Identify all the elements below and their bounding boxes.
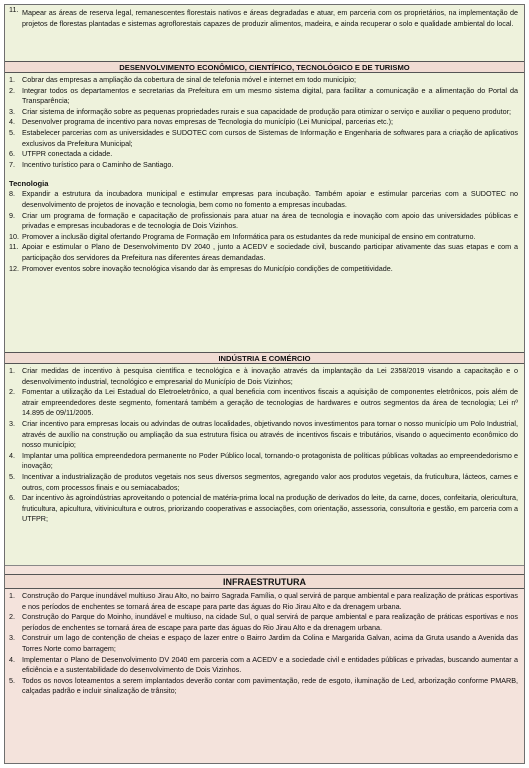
- list-item: [5, 149, 524, 160]
- list-item: [5, 232, 524, 243]
- item-text: Implementar o Plano de Desenvolvimento DV 2040 em parceria com a ACEDV e a sociedade civil e entidades públicas e privadas, buscando aumentar a eficiência e a sustentabilidade do desenvolvimento de Dois Vizinhos.: [22, 654, 518, 675]
- item-list: [5, 589, 524, 697]
- item-number: 2.: [9, 387, 15, 397]
- list-item: [5, 633, 524, 654]
- list-item: [5, 591, 524, 612]
- list-item: [5, 366, 524, 387]
- item-list: [5, 73, 524, 274]
- item-number: 1.: [9, 366, 15, 375]
- list-item: [5, 211, 524, 232]
- item-text: Todos os novos loteamentos a serem implantados deverão contar com pavimentação, rede de esgoto, iluminação de Led, arborização conforme PMARB, calçadas padrão e incluir sinalização de trânsito;: [22, 675, 518, 696]
- item-number: 3.: [9, 633, 15, 643]
- item-text: Criar um programa de formação e capacitação de profissionais para atuar na área de tecnologia e inovação com apoio das universidades públicas e privadas e empresas incubadoras e de tecnologia de Dois Vizinhos.: [22, 210, 518, 231]
- list-item: [5, 472, 524, 493]
- item-text: Construção do Parque do Moinho, inundável e multiuso, na cidade Sul, o qual servirá de parque ambiental e para realização de práticas esportivas e nos períodos de enchentes se tornará área de escape para parte das águas do Rio Jirau Alto e da drenagem urbana.: [22, 612, 518, 632]
- section-title-infraestrutura: INFRAESTRUTURA: [5, 574, 524, 589]
- list-item: [5, 5, 524, 29]
- list-item: [5, 264, 524, 275]
- item-number: 4.: [9, 654, 15, 664]
- item-text: Estabelecer parcerias com as universidades e SUDOTEC com cursos de Sistemas de Informação e Engenharia de softwares para a criação de aplicativos exclusivos da Prefeitura Municipal;: [22, 127, 518, 148]
- item-text: Dar incentivo às agroindústrias aproveitando o potencial de matéria-prima local na produção de derivados do leite, da carne, doces, confeitaria, olericultura, fruticultura, apicultura, vitivinicultura e outros, priorizando cooperativas e associações, com orientação, assessoria, consultoria e gestão, em parceria com a UTFPR;: [22, 493, 518, 524]
- section-body-industria: [5, 364, 524, 565]
- item-number: 11.: [9, 242, 19, 252]
- list-item: [5, 117, 524, 128]
- item-number: 1.: [9, 591, 15, 600]
- item-text: Incentivo turístico para o Caminho de Santiago.: [22, 159, 174, 169]
- item-text: Fomentar a utilização da Lei Estadual do Eletroeletrônico, a qual beneficia com incentivos fiscais a aquisição de componentes eletrônicos, pois além de atrair empreendedores deste segmento, fomentará também a geração de tecnologias de hardwares e outros segmentos da área de tecnologia; Lei nº 14.895 de 09/11/2005.: [22, 387, 518, 418]
- item-number: 5.: [9, 675, 15, 685]
- list-item: [5, 189, 524, 210]
- item-number: 2.: [9, 85, 15, 95]
- item-number: 2.: [9, 612, 15, 622]
- item-number: 6.: [9, 149, 15, 159]
- list-item: [5, 107, 524, 118]
- item-number: 5.: [9, 471, 15, 481]
- list-item: [5, 612, 524, 633]
- section-body-infraestrutura: [5, 589, 524, 764]
- list-item: [5, 387, 524, 419]
- item-text: Cobrar das empresas a ampliação da cobertura de sinal de telefonia móvel e internet em todo município;: [22, 75, 357, 84]
- item-text: Integrar todos os departamentos e secretarias da Prefeitura em um mesmo sistema digital, para facilitar a comunicação e a alimentação do Portal da Transparência;: [22, 85, 518, 106]
- list-item: [5, 419, 524, 451]
- list-item: [5, 655, 524, 676]
- top-item-block: [5, 5, 524, 61]
- item-text: Promover eventos sobre inovação tecnológica visando dar às empresas do Município condições de competitividade.: [22, 263, 393, 273]
- item-number: 12.: [9, 263, 19, 273]
- item-text: Implantar uma política empreendedora permanente no Poder Público local, tornando-o protagonista de políticas públicas voltadas ao empreendedorismo e inovação;: [22, 450, 518, 471]
- list-item: [5, 86, 524, 107]
- list-item: [5, 451, 524, 472]
- item-text: UTFPR conectada a cidade.: [22, 149, 113, 159]
- item-text: Expandir a estrutura da incubadora municipal e estimular empresas para incubação. Também apoiar e estimular parcerias com a SUDOTEC no desenvolvimento de projetos de inovação e tecnologia, bem como no fomento a empresas incubadas.: [22, 189, 518, 209]
- item-list: [5, 364, 524, 525]
- item-text: Construir um lago de contenção de cheias e espaço de lazer entre o Bairro Jardim da Colina e Margarida Galvan, acima da Gruta usando a Avenida das Torres Norte como barragem;: [22, 633, 518, 653]
- item-text: Criar sistema de informação sobre as pequenas propriedades rurais e sua capacidade de produção para otimizar o serviço e auxiliar o pequeno produtor;: [22, 106, 512, 116]
- item-number: 11.: [9, 5, 19, 14]
- list-item: [5, 676, 524, 697]
- item-number: 3.: [9, 418, 15, 428]
- item-text: Criar medidas de incentivo à pesquisa científica e tecnológica e à inovação através da implantação da Lei 2358/2019 visando a capacitação e o desenvolvimento industrial, tecnológico e empresarial do Município de Dois Vizinhos;: [22, 366, 518, 386]
- item-text: Construção do Parque inundável multiuso Jirau Alto, no bairro Sagrada Família, o qual servirá de parque ambiental e para realização de práticas esportivas e nos períodos de enchentes se tornará área de escape para parte das águas do Rio Jirau Alto e da drenagem urbana.: [22, 591, 518, 611]
- item-number: 6.: [9, 493, 15, 503]
- item-number: 8.: [9, 189, 15, 199]
- section-title-industria: INDÚSTRIA E COMÉRCIO: [5, 352, 524, 364]
- list-item: [5, 160, 524, 171]
- item-text: Promover a inclusão digital ofertando Programa de Formação em Informática para os estudantes da rede municipal de ensino em contraturno.: [22, 231, 476, 241]
- item-number: 5.: [9, 127, 15, 137]
- list-item: [5, 242, 524, 263]
- item-text: Criar incentivo para empresas locais ou advindas de outras localidades, objetivando novos investimentos para tornar o nosso município um Polo Industrial, através de auxílio na construção ou ampliação da sua estrutura física ou através de incentivos fiscais e tributários, visando o aquecimento econômico do nosso município;: [22, 418, 518, 450]
- item-text: Desenvolver programa de incentivo para novas empresas de Tecnologia do município (Lei Municipal, parcerias etc.);: [22, 117, 394, 127]
- item-number: 1.: [9, 75, 15, 84]
- item-number: 9.: [9, 210, 15, 220]
- list-item: [5, 75, 524, 86]
- item-number: 4.: [9, 450, 15, 460]
- item-number: 7.: [9, 159, 15, 169]
- section-spacer: [5, 565, 524, 574]
- section-body-desenvolvimento: [5, 73, 524, 352]
- item-text: Incentivar a industrialização de produtos vegetais nos seus diversos segmentos, agregando valor aos produtos vegetais, da fruticultura, lácteos, carnes e outros, com processos finais e ou semiacabados;: [22, 471, 518, 492]
- list-item: [5, 128, 524, 149]
- item-number: 3.: [9, 106, 15, 116]
- item-text: Mapear as áreas de reserva legal, remanescentes florestais nativos e áreas degradadas e atuar, em parceria com os proprietários, na implementação de projetos de florestas plantadas e sistemas agroflorestais capazes de produzir alimentos, madeira, e ainda recuperar o solo e qualidade ambiental do local.: [22, 8, 518, 28]
- item-number: 10.: [9, 231, 19, 241]
- item-text: Apoiar e estimular o Plano de Desenvolvimento DV 2040 , junto a ACEDV e sociedade civil, buscando participar ativamente das suas etapas e com a participação dos servidores da Prefeitura nas diferentes áreas demandadas.: [22, 242, 518, 262]
- item-number: 4.: [9, 117, 15, 127]
- section-title-desenvolvimento: DESENVOLVIMENTO ECONÔMICO, CIENTÍFICO, TECNOLÓGICO E DE TURISMO: [5, 61, 524, 73]
- document-page: [4, 4, 525, 764]
- subsection-title-tecnologia: Tecnologia: [9, 179, 49, 189]
- list-item: [5, 493, 524, 525]
